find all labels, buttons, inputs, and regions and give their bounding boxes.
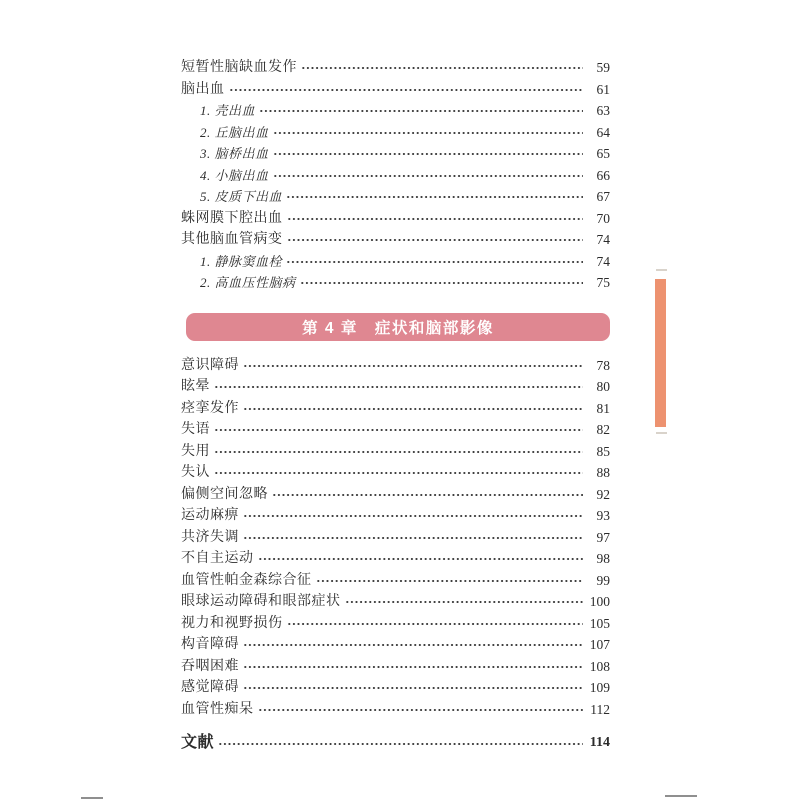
toc-entry-label: 构音障碍	[181, 637, 239, 652]
toc-entry	[181, 143, 610, 165]
dot-leader	[218, 731, 583, 755]
toc-entry-label: 痉挛发作	[181, 400, 239, 416]
page-number: 85	[596, 443, 610, 459]
toc-entry	[181, 462, 610, 484]
toc-entry-label: 3. 脑桥出血	[200, 146, 269, 161]
toc-entry-label: 1. 静脉窦血栓	[200, 253, 283, 269]
dot-leader	[273, 122, 583, 144]
toc-entry-label: 失用	[181, 443, 210, 459]
dot-leader	[243, 398, 583, 420]
toc-entry-label: 偏侧空间忽略	[181, 486, 268, 502]
page-number: 97	[596, 529, 610, 545]
toc-entry-label: 5. 皮质下出血	[200, 189, 283, 204]
toc-entry	[181, 208, 610, 230]
dot-leader	[243, 505, 583, 527]
dot-leader	[272, 484, 583, 506]
toc-entry	[181, 165, 610, 187]
page-number: 114	[589, 735, 610, 751]
toc-entry	[181, 441, 610, 463]
page-number: 66	[596, 167, 610, 183]
dot-leader	[243, 527, 583, 549]
toc-entry	[181, 548, 610, 570]
page-number: 81	[596, 400, 610, 416]
toc-entry-label: 不自主运动	[181, 551, 254, 566]
toc-entry-label: 意识障碍	[181, 357, 239, 373]
dot-leader	[243, 355, 583, 377]
toc-entry	[181, 186, 610, 208]
sidebar-top-tick	[656, 269, 667, 271]
toc-entry-references	[181, 731, 610, 755]
toc-entry	[181, 527, 610, 549]
toc-entry	[181, 613, 610, 635]
dot-leader	[214, 376, 583, 398]
page-number: 105	[589, 615, 610, 631]
dot-leader	[243, 656, 583, 678]
toc-entry	[181, 484, 610, 506]
toc-entry-label: 短暂性脑缺血发作	[181, 60, 297, 75]
dot-leader	[214, 462, 583, 484]
dot-leader	[258, 548, 584, 570]
table-of-contents	[181, 57, 610, 755]
sidebar-bottom-tick	[656, 432, 667, 434]
dot-leader	[316, 570, 584, 592]
toc-entry-label: 吞咽困难	[181, 658, 239, 674]
page-number: 70	[596, 210, 610, 226]
page-number: 107	[589, 637, 610, 652]
toc-entry-label: 共济失调	[181, 529, 239, 545]
dot-leader	[243, 634, 583, 656]
page-number: 92	[596, 486, 610, 502]
side-accent-bar	[655, 279, 666, 427]
dot-leader	[273, 165, 583, 187]
toc-entry	[181, 251, 610, 273]
dot-leader	[287, 208, 584, 230]
toc-entry-label: 2. 高血压性脑病	[200, 275, 296, 290]
toc-entry	[181, 505, 610, 527]
toc-entry-label: 文献	[181, 734, 215, 752]
dot-leader	[345, 591, 584, 613]
toc-entry	[181, 57, 610, 79]
dot-leader	[301, 57, 583, 79]
page-number: 59	[596, 60, 610, 75]
toc-entry	[181, 656, 610, 678]
page-number: 64	[596, 124, 610, 140]
toc-entry-label: 视力和视野损伤	[181, 615, 283, 631]
toc-entry	[181, 122, 610, 144]
dot-leader	[286, 251, 583, 273]
toc-entry	[181, 634, 610, 656]
toc-entry	[181, 355, 610, 377]
toc-entry	[181, 100, 610, 122]
toc-entry-label: 血管性痴呆	[181, 701, 254, 717]
toc-entry-label: 其他脑血管病变	[181, 232, 283, 247]
toc-entry	[181, 229, 610, 251]
dot-leader	[300, 272, 583, 294]
toc-entry-label: 蛛网膜下腔出血	[181, 210, 283, 226]
page-number: 112	[590, 701, 610, 717]
page-number: 61	[596, 81, 610, 97]
page-number: 74	[596, 253, 610, 269]
page-number: 80	[596, 379, 610, 394]
page-number: 67	[596, 189, 610, 204]
toc-entry-label: 1. 壳出血	[200, 103, 256, 118]
toc-entry-label: 眼球运动障碍和眼部症状	[181, 594, 341, 609]
page-number: 99	[596, 572, 610, 588]
dot-leader	[214, 419, 583, 441]
toc-entry-label: 眩晕	[181, 379, 210, 394]
dot-leader	[258, 699, 584, 721]
toc-entry-label: 失认	[181, 465, 210, 480]
toc-entry	[181, 398, 610, 420]
dot-leader	[273, 143, 583, 165]
page-number: 109	[589, 680, 610, 695]
toc-entry-label: 感觉障碍	[181, 680, 239, 695]
toc-entry-label: 失语	[181, 422, 210, 437]
toc-entry-label: 血管性帕金森综合征	[181, 572, 312, 588]
page-number: 75	[596, 275, 610, 290]
dot-leader	[229, 79, 584, 101]
toc-entry-label: 4. 小脑出血	[200, 167, 269, 183]
toc-entry	[181, 419, 610, 441]
toc-entry-label: 脑出血	[181, 81, 225, 97]
page-number: 100	[589, 594, 610, 609]
page-number: 65	[596, 146, 610, 161]
page-number: 108	[589, 658, 610, 674]
dot-leader	[243, 677, 583, 699]
dot-leader	[287, 229, 584, 251]
page-number: 98	[596, 551, 610, 566]
page-number: 63	[596, 103, 610, 118]
toc-entry	[181, 570, 610, 592]
page-number: 88	[596, 465, 610, 480]
toc-entry	[181, 591, 610, 613]
bottom-left-crop-mark	[81, 797, 103, 799]
toc-entry-label: 2. 丘脑出血	[200, 124, 269, 140]
page-number: 93	[596, 508, 610, 523]
chapter-banner	[186, 313, 610, 341]
toc-entry-label: 运动麻痹	[181, 508, 239, 523]
page-number: 74	[596, 232, 610, 247]
chapter-banner-title: 第 4 章 症状和脑部影像	[302, 319, 494, 337]
page-number: 82	[596, 422, 610, 437]
toc-entry	[181, 376, 610, 398]
toc-section-cerebrovascular	[181, 57, 610, 294]
toc-entry	[181, 677, 610, 699]
dot-leader	[287, 613, 584, 635]
toc-section-symptoms	[181, 355, 610, 721]
dot-leader	[286, 186, 583, 208]
bottom-right-crop-mark	[665, 795, 697, 797]
toc-entry	[181, 79, 610, 101]
page-number: 78	[596, 357, 610, 373]
toc-entry	[181, 272, 610, 294]
dot-leader	[214, 441, 583, 463]
dot-leader	[259, 100, 583, 122]
toc-entry	[181, 699, 610, 721]
